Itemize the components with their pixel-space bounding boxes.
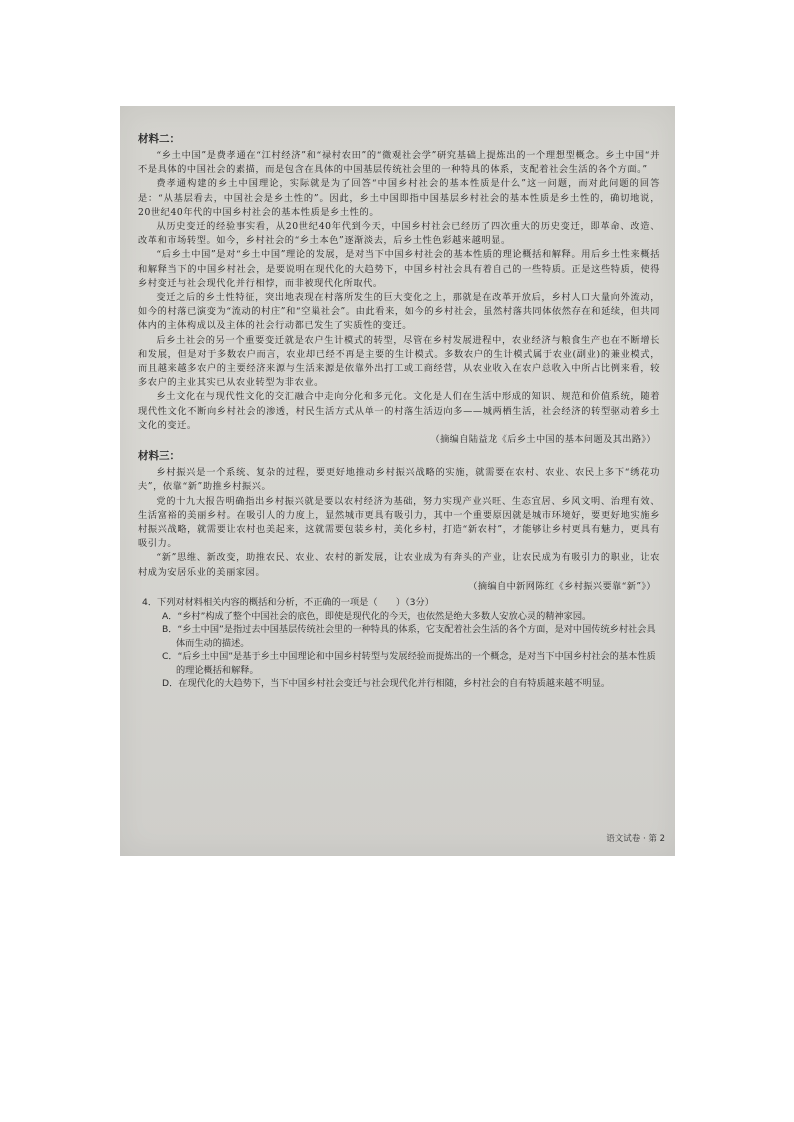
- option-d: D．在现代化的大趋势下，当下中国乡村社会变迁与社会现代化并行相随，乡村社会的自有特质越来越不明显。: [162, 678, 611, 690]
- material-two-heading: 材料二：: [138, 133, 180, 145]
- material-two-paragraph: 从历史变迁的经验事实看，从20世纪40年代到今天，中国乡村社会已经历了四次重大的历史变迁，即革命、改造、改革和市场转型。如今，乡村社会的“乡土本色”逐渐淡去，后乡土性色彩越来越明显。: [138, 221, 660, 247]
- material-three-paragraph: 党的十九大报告明确指出乡村振兴就是要以农村经济为基础，努力实现产业兴旺、生态宜居、乡风文明、治理有效、生活富裕的美丽乡村。在吸引人的力度上，显然城市更具有吸引力，其中一个重要原因就是城市环境好，要更好地实施乡村振兴战略，就需要让农村也美起来，这就需要包装乡村，美化乡村，打造“新农村”，才能够让乡村更具有魅力，更具有吸引力。: [138, 495, 660, 550]
- material-two-paragraph: 乡土文化在与现代性文化的交汇融合中走向分化和多元化。文化是人们在生活中形成的知识、规范和价值系统，随着现代性文化不断向乡村社会的渗透，村民生活方式从单一的村落生活迈向多——城两栖生活，社会经济的转型驱动着乡土文化的变迁。: [138, 391, 660, 431]
- question-stem: 4．下列对材料相关内容的概括和分析，不正确的一项是（ ）（3分）: [142, 597, 434, 609]
- material-three-section: [138, 449, 660, 594]
- material-two-paragraph: “后乡土中国”是对“乡土中国”理论的发展，是对当下中国乡村社会的基本性质的理论概括和解释。用后乡土性来概括和解释当下的中国乡村社会，是要说明在现代化的大趋势下，中国乡村社会具有着自己的一些特质。正是这些特质，使得乡村变迁与社会现代化并行相悖，而非被现代化所取代。: [138, 249, 660, 289]
- option-a: A．“乡村”构成了整个中国社会的底色，即使是现代化的今天，也依然是绝大多数人安放心灵的精神家园。: [162, 610, 592, 622]
- material-two-paragraph: 后乡土社会的另一个重要变迁就是农户生计模式的转型，尽管在乡村发展进程中，农业经济与粮食生产也在不断增长和发展，但是对于多数农户而言，农业却已经不再是主要的生计模式。多数农户的生计模式属于农业(副业)的兼业模式，而且越来越多农户的主要经济来源与生活来源是依靠外出打工或工商经营，从农业收入在农户总收入中所占比例来看，较多农户的主业其实已从农业转型为非农业。: [138, 334, 660, 389]
- material-two-paragraph: 费孝通构建的乡土中国理论，实际就是为了回答“中国乡村社会的基本性质是什么”这一问题，而对此问题的回答是：“从基层看去，中国社会是乡土性的”。因此，乡土中国即指中国基层乡村社会的基本性质是乡土性的，确切地说，20世纪40年代的中国乡村社会的基本性质是乡土性的。: [138, 178, 660, 218]
- material-three-paragraph: 乡村振兴是一个系统、复杂的过程，要更好地推动乡村振兴战略的实施，就需要在农村、农业、农民上多下“绣花功夫”，依靠“新”助推乡村振兴。: [138, 467, 660, 493]
- exam-page: [138, 132, 660, 691]
- material-three-paragraph: “新”思维、新改变，助推农民、农业、农村的新发展，让农业成为有奔头的产业，让农民成为有吸引力的职业，让农村成为安居乐业的美丽家园。: [138, 552, 660, 578]
- material-two-paragraph: “乡土中国”是费孝通在“江村经济”和“禄村农田”的“微观社会学”研究基础上提炼出的一个理想型概念。乡土中国“并不是具体的中国社会的素描，而是包含在具体的中国基层传统社会里的一种特具的体系，支配着社会生活的各个方面。”: [138, 150, 660, 176]
- page-footer: 语文试卷 · 第 2: [606, 834, 665, 844]
- material-three-heading: 材料三：: [138, 450, 180, 463]
- question-four: [138, 596, 660, 691]
- option-c: C．“后乡土中国”是基于乡土中国理论和中国乡村转型与发展经验而提炼出的一个概念，是对当下中国乡村社会的基本性质的理论概括和解释。: [162, 651, 656, 676]
- material-two-citation: （摘编自陆益龙《后乡土中国的基本问题及其出路》）: [430, 434, 656, 446]
- material-three-citation: （摘编自中新网陈红《乡村振兴要靠“新”》）: [468, 580, 656, 592]
- document-photo: [120, 106, 675, 856]
- material-two-paragraph: 变迁之后的乡土性特征，突出地表现在村落所发生的巨大变化之上，那就是在改革开放后，乡村人口大量向外流动，如今的村落已演变为“流动的村庄”和“空巢社会”。由此看来，如今的乡村社会，虽然村落共同体依然存在和延续，但共同体内的主体构成以及主体的社会行动都已发生了实质性的变迁。: [138, 292, 660, 332]
- material-two-section: [138, 132, 660, 447]
- option-b: B．“乡土中国”是指过去中国基层传统社会里的一种特具的体系，它支配着社会生活的各个方面，是对中国传统乡村社会具体而生动的描述。: [162, 624, 656, 649]
